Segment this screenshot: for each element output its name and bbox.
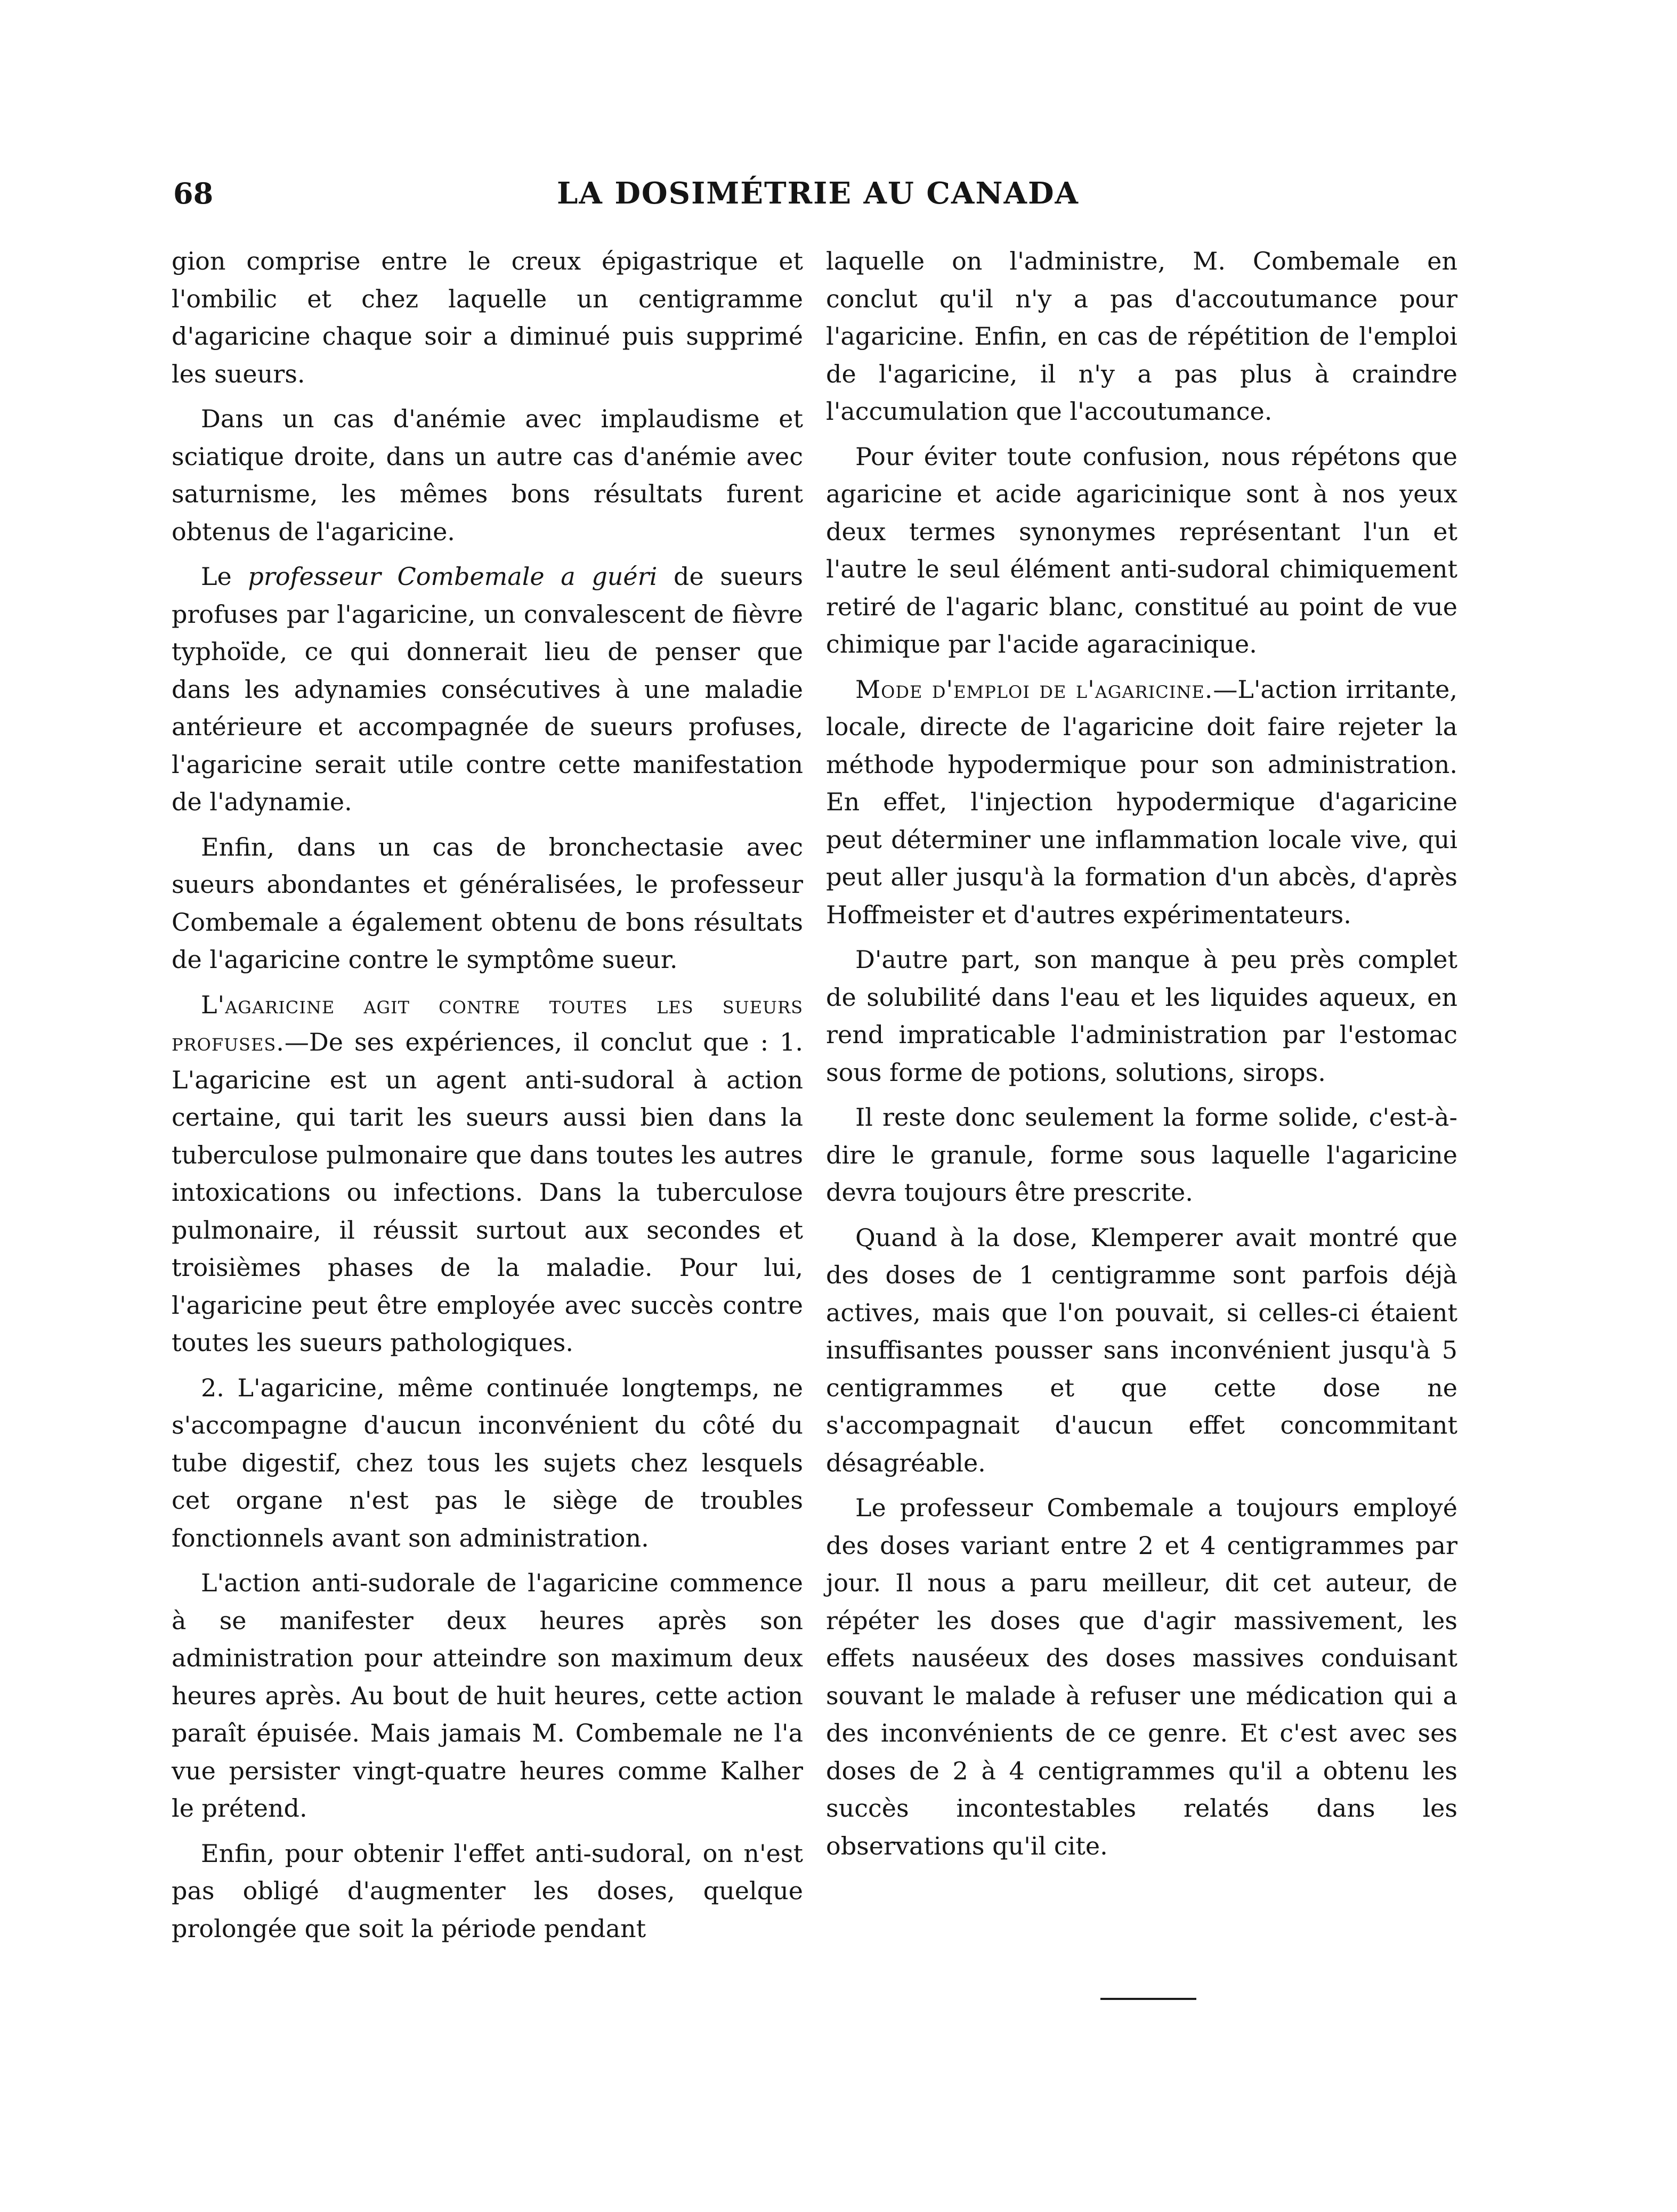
- paragraph: Quand à la dose, Klemperer avait montré que des doses de 1 centigramme sont parfois déjà actives, mais que l'on pouvait, si celles-ci étaient insuffisantes pousser sans inconvénient jusqu'à 5 centigrammes et que cette dose ne s'accompagnait d'aucun effet concommitant désagréable.: [826, 1223, 1457, 1477]
- paragraph-text: Le: [201, 562, 248, 591]
- right-column: [826, 242, 1457, 2043]
- paragraph: [172, 986, 803, 1362]
- page-number: 68: [173, 176, 214, 210]
- running-head: [173, 169, 1468, 217]
- paragraph-text: —De ses expériences, il conclut que : 1. L'agaricine est un agent anti-sudoral à action certaine, qui tarit les sueurs aussi bien dans la tuberculose pulmonaire que dans toutes les autres intoxications ou infections. Dans la tuberculose pulmonaire, il réussit surtout aux secondes et troisièmes phases de la maladie. Pour lui, l'agaricine peut être employée avec succès contre toutes les sueurs pathologiques.: [172, 1028, 803, 1357]
- paragraph: [826, 671, 1457, 934]
- running-title: LA DOSIMÉTRIE AU CANADA: [557, 176, 1080, 211]
- paragraph: L'action anti-sudorale de l'agaricine commence à se manifester deux heures après son administration pour atteindre son maximum deux heures après. Au bout de huit heures, cette action paraît épuisée. Mais jamais M. Combemale ne l'a vue persister vingt-quatre heures comme Kalher le prétend.: [172, 1568, 803, 1823]
- italic-phrase: professeur Combemale a guéri: [248, 562, 658, 591]
- paragraph: 2. L'agaricine, même continuée longtemps, ne s'accompagne d'aucun inconvénient du côté du tube digestif, chez tous les sujets chez lesquels cet organe n'est pas le siège de troubles fonctionnels avant son administration.: [172, 1373, 803, 1552]
- section-heading: Mode d'emploi de l'agaricine.: [855, 674, 1213, 704]
- paragraph-text: —L'action irritante, locale, directe de l'agaricine doit faire rejeter la méthode hypodermique pour son administration. En effet, l'injection hypodermique d'agaricine peut déterminer une inflammation locale vive, qui peut aller jusqu'à la formation d'un abcès, d'après Hoffmeister et d'autres expérimentateurs.: [826, 674, 1457, 929]
- paragraph: Enfin, dans un cas de bronchectasie avec sueurs abondantes et généralisées, le professeur Combemale a également obtenu de bons résultats de l'agaricine contre le symptôme sueur.: [172, 832, 803, 974]
- paragraph: Dans un cas d'anémie avec implaudisme et sciatique droite, dans un autre cas d'anémie avec saturnisme, les mêmes bons résultats furent obtenus de l'agaricine.: [172, 404, 803, 546]
- paragraph: laquelle on l'administre, M. Combemale en conclut qu'il n'y a pas d'accoutumance pour l'agaricine. Enfin, en cas de répétition de l'emploi de l'agaricine, il n'y a pas plus à craindre l'accumulation que l'accoutumance.: [826, 247, 1457, 426]
- paragraph: Le professeur Combemale a toujours employé des doses variant entre 2 et 4 centigrammes par jour. Il nous a paru meilleur, dit cet auteur, de répéter les doses que d'agir massivement, les effets nauséeux des doses massives conduisant souvant le malade à refuser une médication qui a des inconvénients de ce genre. Et c'est avec ses doses de 2 à 4 centigrammes qu'il a obtenu les succès incontestables relatés dans les observations qu'il cite.: [826, 1493, 1457, 1860]
- paragraph: gion comprise entre le creux épigastrique et l'ombilic et chez laquelle un centigramme d'agaricine chaque soir a diminué puis supprimé les sueurs.: [172, 247, 803, 388]
- paragraph: Pour éviter toute confusion, nous répétons que agaricine et acide agaricinique sont à nos yeux deux termes synonymes représentant l'un et l'autre le seul élément anti-sudoral chimiquement retiré de l'agaric blanc, constitué au point de vue chimique par l'acide agaracinique.: [826, 442, 1457, 658]
- end-rule: [1100, 1998, 1196, 2000]
- left-column: [172, 242, 803, 2043]
- paragraph: Il reste donc seulement la forme solide, c'est-à-dire le granule, forme sous laquelle l'agaricine devra toujours être prescrite.: [826, 1103, 1457, 1207]
- section-heading: L'agaricine agit contre toutes les sueurs profuses.: [172, 990, 803, 1056]
- paragraph: D'autre part, son manque à peu près complet de solubilité dans l'eau et les liquides aqueux, en rend impraticable l'administration par l'estomac sous forme de potions, solutions, sirops.: [826, 945, 1457, 1087]
- paragraph: [172, 558, 803, 821]
- paragraph-text: de sueurs profuses par l'agaricine, un convalescent de fièvre typhoïde, ce qui donnerait lieu de penser que dans les adynamies consécutives à une maladie antérieure et accompagnée de sueurs profuses, l'agaricine serait utile contre cette manifestation de l'adynamie.: [172, 562, 803, 816]
- paragraph: Enfin, pour obtenir l'effet anti-sudoral, on n'est pas obligé d'augmenter les doses, quelque prolongée que soit la période pendant: [172, 1839, 803, 1943]
